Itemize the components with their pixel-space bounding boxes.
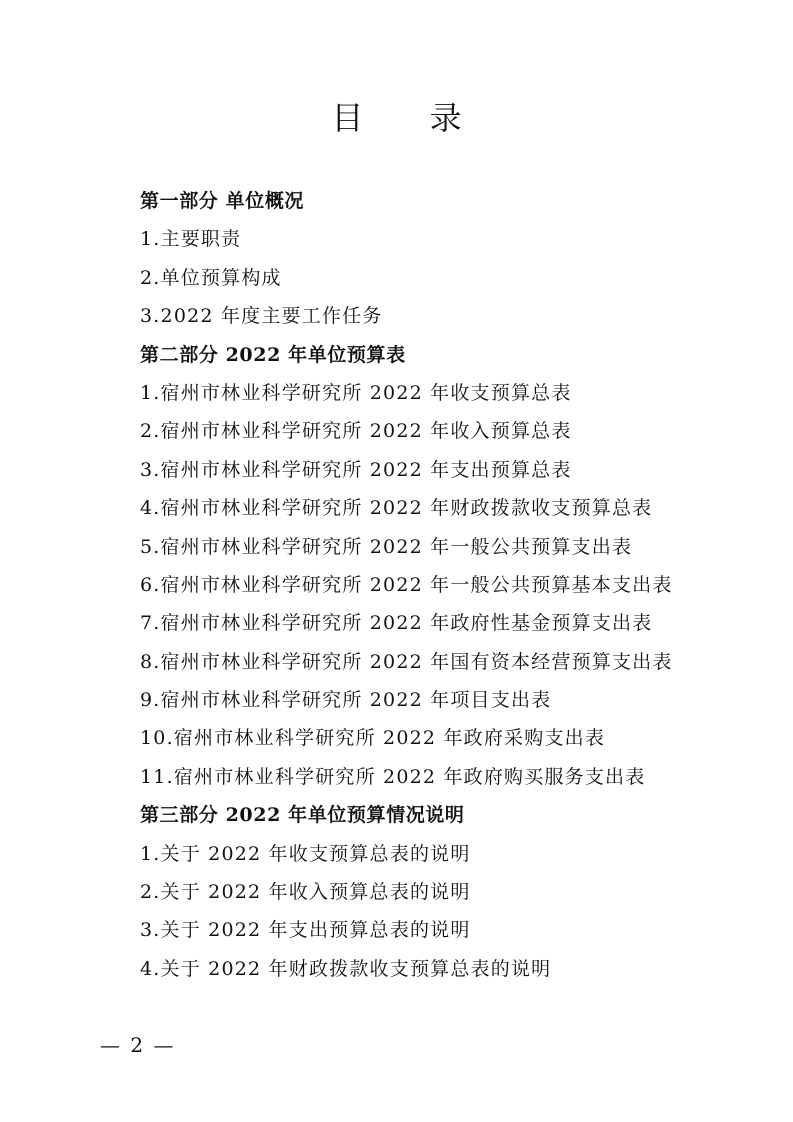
toc-section-heading: 第二部分 2022 年单位预算表 [140, 343, 406, 366]
toc-item: 3.宿州市林业科学研究所 2022 年支出预算总表 [140, 458, 572, 481]
toc-item: 2.宿州市林业科学研究所 2022 年收入预算总表 [140, 420, 572, 443]
toc-item: 5.宿州市林业科学研究所 2022 年一般公共预算支出表 [140, 535, 633, 558]
toc-section-heading: 第三部分 2022 年单位预算情况说明 [140, 804, 465, 827]
toc-item: 1.宿州市林业科学研究所 2022 年收支预算总表 [140, 381, 572, 404]
toc-item: 6.宿州市林业科学研究所 2022 年一般公共预算基本支出表 [140, 573, 673, 596]
toc-item: 9.宿州市林业科学研究所 2022 年项目支出表 [140, 689, 552, 712]
toc-item: 2.单位预算构成 [140, 266, 282, 289]
toc-item: 1.主要职责 [140, 228, 242, 251]
toc-item: 4.关于 2022 年财政拨款收支预算总表的说明 [140, 957, 552, 980]
toc-item: 11.宿州市林业科学研究所 2022 年政府购买服务支出表 [140, 765, 646, 788]
toc-item: 10.宿州市林业科学研究所 2022 年政府采购支出表 [140, 727, 606, 750]
table-of-contents [140, 186, 760, 992]
toc-item: 3.2022 年度主要工作任务 [140, 305, 383, 328]
toc-item: 7.宿州市林业科学研究所 2022 年政府性基金预算支出表 [140, 612, 653, 635]
toc-section-heading: 第一部分 单位概况 [140, 190, 305, 212]
toc-item: 1.关于 2022 年收支预算总表的说明 [140, 842, 471, 865]
toc-item: 2.关于 2022 年收入预算总表的说明 [140, 881, 471, 904]
toc-item: 4.宿州市林业科学研究所 2022 年财政拨款收支预算总表 [140, 497, 653, 520]
toc-item: 3.关于 2022 年支出预算总表的说明 [140, 919, 471, 942]
toc-item: 8.宿州市林业科学研究所 2022 年国有资本经营预算支出表 [140, 650, 673, 673]
page-title: 目 录 [331, 99, 490, 137]
page-number: — 2 — [100, 1033, 176, 1057]
